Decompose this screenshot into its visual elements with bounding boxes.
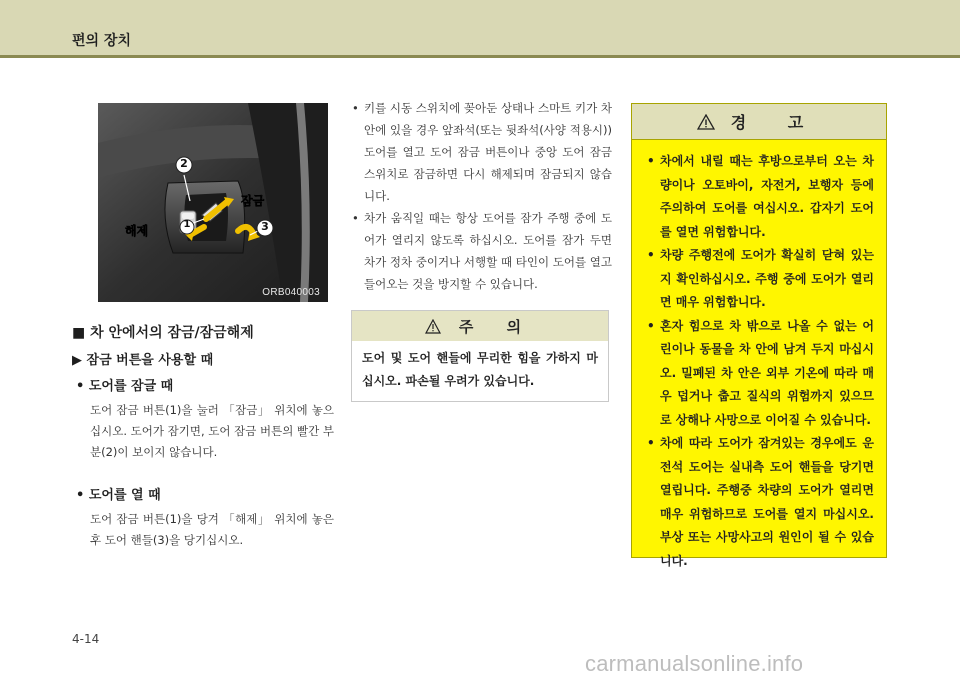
caution-title: 주 의 <box>458 317 536 336</box>
callout-1: 1 <box>183 219 191 230</box>
caution-text: 도어 및 도어 핸들에 무리한 힘을 가하지 마십시오. 파손될 우려가 있습니다. <box>362 351 598 388</box>
open-heading: • 도어를 열 때 <box>76 488 161 503</box>
warning-triangle-icon <box>425 319 441 334</box>
notes-list <box>350 97 612 295</box>
page-header-title: 편의 장치 <box>72 33 131 49</box>
lock-heading: • 도어를 잠글 때 <box>76 379 174 394</box>
note-item: • 차가 움직일 때는 항상 도어를 잠가 주행 중에 도어가 열리지 않도록 하십시오. 도어를 잠가 두면 차가 정차 중이거나 서행할 때 타인이 도어를 열고 들어오는 것을 방지할 수 있습니다. <box>350 207 612 295</box>
warning-box <box>631 103 887 568</box>
door-lock-figure <box>98 103 328 302</box>
section-heading: ■ 차 안에서의 잠금/잠금해제 <box>72 325 254 341</box>
note-item: • 키를 시동 스위치에 꽂아둔 상태나 스마트 키가 차 안에 있을 경우 앞좌석(또는 뒷좌석(사양 적용시)) 도어를 열고 도어 잠금 버튼이나 중앙 도어 잠금 스위치로 잠금하면 다시 해제되며 잠금되지 않습니다. <box>350 97 612 207</box>
label-lock: 잠금 <box>241 194 265 208</box>
lock-instructions: 도어 잠금 버튼(1)을 눌러 「잠금」 위치에 놓으십시오. 도어가 잠기면, 도어 잠금 버튼의 빨간 부분(2)이 보이지 않습니다. <box>90 403 334 459</box>
open-instructions: 도어 잠금 버튼(1)을 당겨 「해제」 위치에 놓은 후 도어 핸들(3)을 당기십시오. <box>90 512 334 547</box>
header-bar <box>0 0 960 55</box>
sub-heading: ▶ 잠금 버튼을 사용할 때 <box>72 353 214 368</box>
warning-item: • 차량 주행전에 도어가 확실히 닫혀 있는지 확인하십시오. 주행 중에 도어가 열리면 매우 위험합니다. <box>644 244 874 315</box>
warning-header <box>632 104 886 140</box>
figure-code: ORB040003 <box>262 287 320 298</box>
warning-list <box>632 140 886 573</box>
header-divider <box>0 55 960 58</box>
warning-triangle-icon <box>697 114 715 130</box>
warning-item: • 차에 따라 도어가 잠겨있는 경우에도 운전석 도어는 실내측 도어 핸들을 당기면 열립니다. 주행중 차량의 도어가 열리면 매우 위험하므로 도어를 열지 마십시오. 부상 또는 사망사고의 원인이 될 수 있습니다. <box>644 432 874 573</box>
caution-box <box>351 310 609 402</box>
caution-header <box>352 311 608 341</box>
callout-2: 2 <box>180 157 188 170</box>
callout-3: 3 <box>261 220 269 233</box>
page-number: 4-14 <box>72 632 100 646</box>
watermark: carmanualsonline.info <box>585 651 804 676</box>
door-lock-illustration <box>98 103 328 302</box>
warning-title: 경 고 <box>730 113 822 132</box>
warning-item: • 차에서 내릴 때는 후방으로부터 오는 차량이나 오토바이, 자전거, 보행자 등에 주의하여 도어를 여십시오. 갑자기 도어를 열면 위험합니다. <box>644 150 874 244</box>
label-unlock: 해제 <box>125 224 149 238</box>
warning-item: • 혼자 힘으로 차 밖으로 나올 수 없는 어린이나 동물을 차 안에 남겨 두지 마십시오. 밀폐된 차 안은 외부 기온에 따라 매우 덥거나 춥고 질식의 위험까지 있으므로 상해나 사망으로 이어질 수 있습니다. <box>644 315 874 433</box>
